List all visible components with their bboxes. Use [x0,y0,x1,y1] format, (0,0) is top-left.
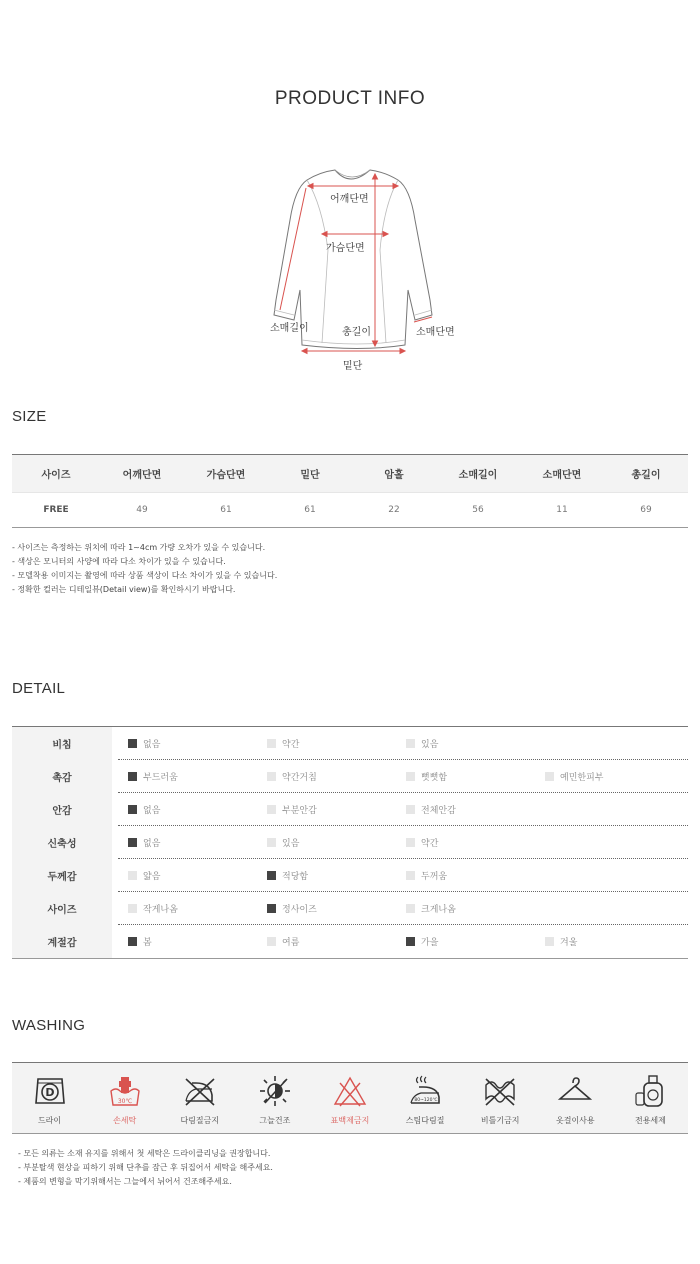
unchecked-square-icon [267,805,276,814]
detail-option-label: 부드러움 [143,773,178,783]
checked-square-icon [128,805,137,814]
detail-option [267,803,406,816]
washing-note: - 부분탈색 현상을 피하기 위해 단추를 잠근 후 뒤집어서 세탁을 해주세요. [18,1163,273,1172]
shade-dry-icon [257,1073,293,1109]
detail-option [545,935,684,948]
size-header-cell: 가슴단면 [206,470,246,481]
unchecked-square-icon [267,937,276,946]
checked-square-icon [128,772,137,781]
size-cell: 69 [640,505,652,515]
washing-icons-bar [12,1062,688,1134]
size-heading: SIZE [12,408,47,425]
size-cell: 56 [472,505,484,515]
detail-row [12,760,688,793]
detail-option [128,902,267,915]
wash-label: 손세탁 [113,1116,137,1125]
detail-option-label: 약간 [421,839,439,849]
detail-option [545,770,684,783]
wash-item-hanger [538,1063,613,1126]
wash-label: 옷걸이사용 [556,1116,595,1125]
detail-option-label: 얇음 [143,872,161,882]
unchecked-square-icon [406,871,415,880]
detail-options [112,727,688,760]
shoulder-label: 어깨단면 [330,194,369,205]
wash-item-nowring [463,1063,538,1126]
detail-option-label: 봄 [143,938,152,948]
detail-option [267,737,406,750]
wash-label: 비틀기금지 [480,1116,520,1125]
detail-option [128,935,267,948]
size-cell: 11 [556,505,568,515]
detail-option-label: 약간거침 [282,773,317,783]
detail-option-label: 정사이즈 [282,905,317,915]
no-bleach-icon [332,1073,368,1109]
wash-label: 다림질금지 [180,1116,220,1125]
size-header-cell: 사이즈 [41,470,71,481]
detail-option-label: 예민한피부 [560,773,604,783]
page-title: PRODUCT INFO [274,88,426,109]
size-header-cell: 소매단면 [542,470,582,481]
chest-label: 가슴단면 [326,243,365,254]
steam-iron-icon [407,1073,443,1109]
detail-row [12,826,688,859]
size-note: - 사이즈는 측정하는 위치에 따라 1~4cm 가량 오차가 있을 수 있습니다. [12,543,266,552]
detail-option-label: 전체안감 [421,806,456,816]
wash-item-steam [388,1063,463,1126]
unchecked-square-icon [406,838,415,847]
size-cell: 61 [220,505,232,515]
detail-option [128,836,267,849]
washing-notes [18,1147,273,1189]
detail-heading: DETAIL [12,680,66,697]
detail-option [406,902,545,915]
detail-option [267,836,406,849]
dry-letter: D [44,1086,55,1099]
detail-options [112,826,688,859]
detail-row-label: 계절감 [12,925,112,958]
wash-item-shade [237,1063,312,1126]
table-row [12,493,688,527]
detail-row-label: 촉감 [12,760,112,793]
total-length-label: 총길이 [342,327,371,338]
hand-wash-icon [107,1073,143,1109]
detail-row [12,892,688,925]
steam-temp: 80~120℃ [414,1098,438,1103]
detail-option [128,869,267,882]
hanger-icon [557,1073,593,1109]
detail-option [128,803,267,816]
size-header-cell: 어깨단면 [122,470,162,481]
detail-option [267,770,406,783]
detail-option-label: 두꺼움 [421,872,448,882]
washing-note: - 제품의 변형을 막기위해서는 그늘에서 뉘어서 건조해주세요. [18,1177,232,1186]
wash-label: 그늘건조 [259,1116,291,1125]
size-note: - 모델착용 이미지는 촬영에 따라 상품 색상이 다소 차이가 있을 수 있습니다. [12,571,278,580]
detail-option-label: 없음 [143,806,161,816]
size-notes [12,541,277,597]
size-cell: 22 [388,505,400,515]
wash-label: 드라이 [37,1116,62,1125]
size-cell: 49 [136,505,148,515]
detail-table [12,726,688,959]
detail-row-label: 사이즈 [12,892,112,925]
wash-label: 스팀다림질 [405,1116,445,1125]
size-header-cell: 총길이 [631,470,661,481]
hand-wash-temp: 30℃ [117,1098,132,1105]
detail-row-label: 신축성 [12,826,112,859]
detail-option [406,836,545,849]
unchecked-square-icon [267,838,276,847]
size-table [12,454,688,528]
detail-option-label: 있음 [421,740,439,750]
unchecked-square-icon [545,772,554,781]
unchecked-square-icon [406,904,415,913]
garment-diagram [260,160,460,375]
detail-option-label: 적당함 [282,872,309,882]
detail-option [406,803,545,816]
detail-options [112,760,688,793]
checked-square-icon [128,838,137,847]
detail-options [112,892,688,925]
detail-option-label: 뻣뻣함 [421,773,448,783]
wash-label: 전용세제 [634,1116,666,1125]
washing-note: - 모든 의류는 소재 유지를 위해서 첫 세탁은 드라이클리닝을 권장합니다. [18,1149,271,1158]
detail-option-label: 없음 [143,839,161,849]
detail-option-label: 있음 [282,839,300,849]
size-header-cell: 암홀 [384,470,404,481]
detail-option [406,737,545,750]
detail-option-label: 작게나옴 [143,905,178,915]
hem-label: 밑단 [343,361,363,372]
detail-option-label: 부분안감 [282,806,317,816]
wash-item-nobleach [312,1063,387,1126]
detail-option [128,770,267,783]
unchecked-square-icon [267,772,276,781]
size-cell: 61 [304,505,316,515]
unchecked-square-icon [128,904,137,913]
detail-option [267,902,406,915]
detail-option-label: 크게나옴 [421,905,456,915]
detail-options [112,859,688,892]
dry-clean-icon [32,1073,68,1109]
checked-square-icon [406,937,415,946]
checked-square-icon [267,871,276,880]
unchecked-square-icon [406,772,415,781]
detergent-icon [632,1073,668,1109]
detail-row-label: 두께감 [12,859,112,892]
detail-option [267,869,406,882]
size-header-cell: 밑단 [300,470,320,481]
wash-label: 표백제금지 [330,1116,370,1125]
wash-item-detergent [613,1063,688,1126]
detail-option [128,737,267,750]
detail-options [112,925,688,958]
detail-option-label: 가을 [421,938,439,948]
unchecked-square-icon [406,739,415,748]
wash-item-noiron [162,1063,237,1126]
checked-square-icon [267,904,276,913]
detail-option [267,935,406,948]
size-note: - 색상은 모니터의 사양에 따라 다소 차이가 있을 수 있습니다. [12,557,226,566]
sleeve-length-label: 소매길이 [270,323,309,334]
detail-row [12,925,688,958]
unchecked-square-icon [128,871,137,880]
detail-option-label: 없음 [143,740,161,750]
size-header-cell: 소매길이 [458,470,498,481]
unchecked-square-icon [267,739,276,748]
checked-square-icon [128,937,137,946]
size-table-header [12,455,688,493]
wash-item-dry [12,1063,87,1126]
detail-row [12,727,688,760]
detail-option-label: 여름 [282,938,300,948]
cuff-label: 소매단면 [416,327,455,338]
washing-heading: WASHING [12,1017,86,1034]
no-iron-icon [182,1073,218,1109]
detail-option [406,770,545,783]
detail-option-label: 겨울 [560,938,578,948]
detail-option-label: 약간 [282,740,300,750]
detail-option [406,935,545,948]
detail-option [406,869,545,882]
unchecked-square-icon [545,937,554,946]
size-cell: FREE [43,505,69,515]
detail-options [112,793,688,826]
detail-row-label: 안감 [12,793,112,826]
checked-square-icon [128,739,137,748]
wash-item-handwash [87,1063,162,1126]
no-wring-icon [482,1073,518,1109]
detail-row [12,793,688,826]
size-note: - 정확한 컬러는 디테일뷰(Detail view)를 확인하시기 바랍니다. [12,585,236,594]
detail-row-label: 비침 [12,727,112,760]
unchecked-square-icon [406,805,415,814]
detail-row [12,859,688,892]
